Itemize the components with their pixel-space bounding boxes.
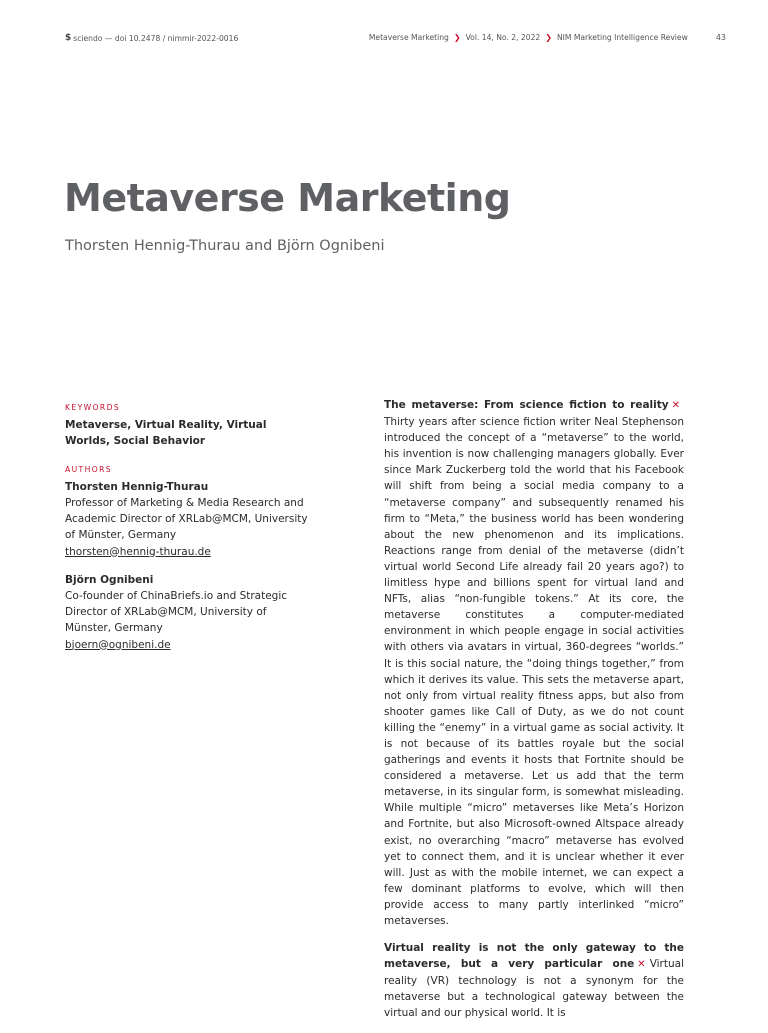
- sidebar: [65, 400, 310, 665]
- section-text: Virtual reality (VR) technology is not a synonym for the metaverse but a technological gateway between the virtual and our physical world. It is: [384, 958, 684, 1020]
- author1-name: Thorsten Hennig-Thurau: [65, 480, 209, 493]
- breadcrumb-item: Metaverse Marketing: [368, 33, 449, 42]
- page-number: 43: [715, 33, 726, 42]
- paragraph: [384, 397, 684, 929]
- keywords-label: KEYWORDS: [65, 403, 121, 412]
- article-authors: Thorsten Hennig-Thurau and Björn Ognibeni: [65, 238, 385, 254]
- breadcrumb: [369, 33, 726, 42]
- breadcrumb-item: Vol. 14, No. 2, 2022: [465, 33, 541, 42]
- doi-text: — doi 10.2478 / nimmir-2022-0016: [104, 33, 239, 43]
- publisher-name: sciendo: [73, 33, 103, 43]
- authors-label: AUTHORS: [65, 464, 112, 474]
- author1-block: [65, 462, 310, 560]
- header-left: [65, 33, 238, 43]
- author2-block: [65, 572, 310, 653]
- cross-icon: ✕: [671, 400, 680, 411]
- section-heading: Virtual reality is not the only gateway to the metaverse, but a very particular one: [384, 942, 684, 971]
- article-title: Metaverse Marketing: [64, 176, 511, 220]
- keywords-block: [65, 400, 310, 450]
- author1-email-link[interactable]: thorsten@hennig-thurau.de: [65, 545, 211, 558]
- paragraph: [384, 940, 684, 1021]
- author2-affiliation: Co-founder of ChinaBriefs.io and Strategic Director of XRLab@MCM, University of Münster, Germany: [65, 590, 288, 635]
- running-header: [65, 33, 726, 47]
- section-heading: The metaverse: From science fiction to reality: [384, 399, 669, 411]
- author2-email-link[interactable]: bjoern@ognibeni.de: [65, 638, 171, 651]
- breadcrumb-item: NIM Marketing Intelligence Review: [556, 33, 688, 42]
- sciendo-logo-icon: $: [65, 33, 72, 43]
- chevron-right-icon: ❯: [453, 33, 461, 42]
- section-text: Thirty years after science fiction writer Neal Stephenson introduced the concept of a “metaverse” to the world, his invention is now challenging managers globally. Ever since Mark Zuckerberg told the world that his Facebook will shift from being a social media company to a “metaverse company” and subsequently renamed his firm to “Meta,” the business world has been wondering about the new phenomenon and its implications. Reactions range from denial of the metaverse (didn’t virtual world Second Life already fail 20 years ago?) to limitless hype and billions spent for virtual land and NFTs, alias “non-fungible tokens.” At its core, the metaverse constitutes a computer-mediated environment in which people engage in social activities with others via avatars in virtual, 360-degrees “worlds.” It is this social nature, the “doing things together,” from which it derives its value. This sets the metaverse apart, not only from virtual reality fitness apps, but also from shooter games like Call of Duty, as we do not count killing the “enemy” in a virtual game as social activity. It is not because of its battles royale but the social gatherings and events it hosts that Fortnite should be considered a metaverse. Let us add that the term metaverse, in its singular form, is somewhat misleading. While multiple “micro” metaverses like Meta’s Horizon and Fortnite, but also Microsoft-owned Altspace already exist, no overarching “macro” metaverse has evolved yet to connect them, and it is unclear whether it ever will. Just as with the mobile internet, we can expect a few dominant platforms to evolve, which will then provide access to many partly interlinked “micro” metaverses.: [384, 416, 684, 927]
- cross-icon: ✕: [637, 959, 646, 971]
- body-text: [384, 397, 684, 1033]
- author2-name: Björn Ognibeni: [65, 573, 154, 586]
- chevron-right-icon: ❯: [545, 33, 552, 42]
- author1-affiliation: Professor of Marketing & Media Research and Academic Director of XRLab@MCM, University of Münster, Germany: [65, 497, 308, 542]
- keywords-text: Metaverse, Virtual Reality, Virtual Worlds, Social Behavior: [65, 419, 267, 448]
